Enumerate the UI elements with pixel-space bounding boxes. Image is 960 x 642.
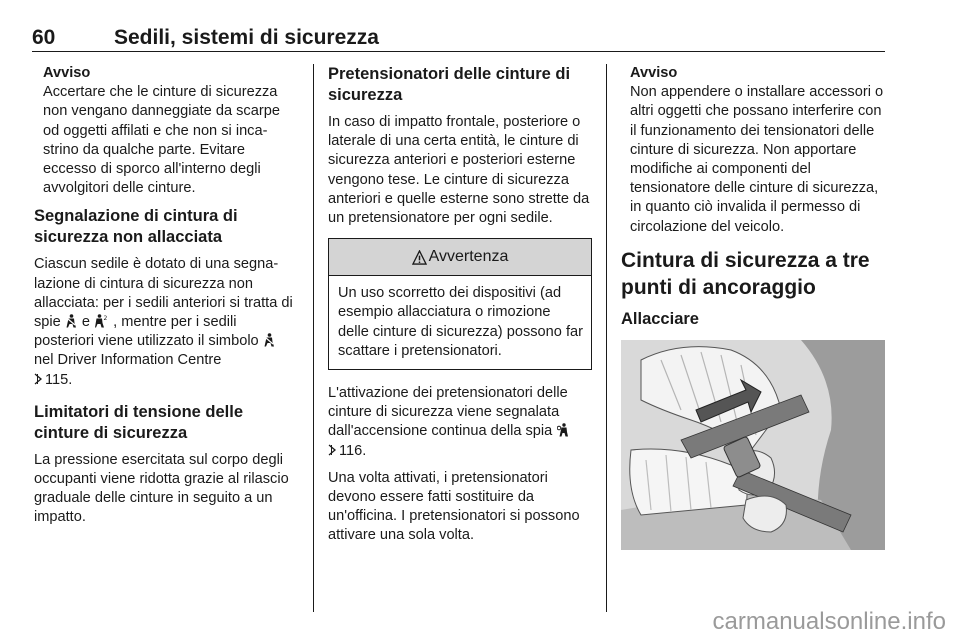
seatbelt-warning-icon bbox=[264, 333, 275, 347]
note-box bbox=[34, 64, 298, 198]
watermark: carmanualsonline.info bbox=[712, 608, 946, 635]
warning-text: Un uso scorretto dei dispositivi (ad esempio allacciatura o rimozione delle cinture di sicurezza) possono far scattare i pretensionatori. bbox=[338, 285, 583, 359]
warning-label: Avvertenza bbox=[428, 248, 509, 266]
column-divider bbox=[606, 64, 607, 612]
column-right bbox=[621, 64, 885, 550]
section-title-belt-force-limiters: Limitatori di tensione delle cinture di sicurezza bbox=[34, 402, 244, 442]
page-number: 60 bbox=[32, 26, 56, 49]
page-reference-icon bbox=[34, 373, 43, 385]
note-text: Accertare che le cinture di sicurezza non vengano danneggiate da scarpe od oggetti affilati e che non si incastrino da qualche parte. Evitare eccesso di sporco all'interno degli avvolgitori delle cinture. bbox=[43, 84, 280, 197]
chapter-title: Sedili, sistemi di sicurezza bbox=[114, 26, 379, 49]
warning-header bbox=[329, 239, 591, 276]
note-title: Avviso bbox=[43, 65, 91, 81]
section-title-three-point-belt: Cintura di sicurezza a tre punti di ancoraggio bbox=[621, 248, 870, 299]
note-text: Non appendere o installare accessori o altri oggetti che possano interferire con il funzionamento dei tensionatori delle cinture di sicurezza. Non apportare modifiche ai componenti del tensionatore delle cinture di sicurezza, in quanto ciò invalida il permesso di circolazione del veicolo. bbox=[630, 84, 884, 235]
pretensioner-replace-text: Una volta attivati, i pretensionatori devono essere fatti sostituire da un'officina. I pretensionatori si possono attivare una sola volta. bbox=[328, 469, 580, 544]
page-reference[interactable]: 115. bbox=[45, 371, 73, 388]
seatbelt-reminder-text: Ciascun sedile è dotato di una segnalazione di cintura di sicurezza non allacciata: per i sedili anteriori si tratta di spie e 2 , mentre per i sedili posteriori viene utilizzato il simbolo nel Driver Information Centre 115. bbox=[34, 256, 293, 388]
warning-triangle-icon bbox=[412, 250, 427, 265]
page-reference[interactable]: 116. bbox=[339, 442, 367, 459]
section-title-pretensioners: Pretensionatori delle cinture di sicurezza bbox=[328, 65, 571, 104]
warning-box bbox=[328, 238, 592, 370]
note-box bbox=[621, 64, 885, 237]
section-title-seatbelt-reminder: Segnalazione di cintura di sicurezza non allacciata bbox=[34, 207, 238, 247]
seatbelt-illustration-svg bbox=[621, 340, 885, 550]
column-middle bbox=[328, 64, 592, 554]
seatbelt-warning-icon bbox=[66, 314, 77, 328]
pretensioner-activation-text: L'attivazione dei pretensionatori delle cinture di sicurezza viene segnalata dall'accensione continua della spia 116. bbox=[328, 385, 568, 459]
airbag-warning-icon bbox=[557, 423, 569, 437]
subsection-title-fasten: Allacciare bbox=[621, 309, 699, 328]
seatbelt-2-warning-icon bbox=[95, 314, 108, 328]
column-divider bbox=[313, 64, 314, 612]
pretensioners-text: In caso di impatto frontale, posteriore o laterale di una certa entità, le cinture di sicurezza anteriori e posteriori esterne vengono tese. Le cinture di sicurezza anteriori e quelle esterne sono strette da un pretensionatore per ogni sedile. bbox=[328, 114, 590, 227]
svg-text:2: 2 bbox=[103, 315, 108, 323]
note-title: Avviso bbox=[630, 65, 678, 81]
column-left bbox=[34, 64, 298, 536]
belt-force-limiters-text: La pressione esercitata sul corpo degli occupanti viene ridotta grazie al rilascio graduale delle cinture in seguito a un impatto. bbox=[34, 451, 289, 526]
page-header bbox=[32, 26, 885, 52]
page-reference-icon bbox=[328, 444, 337, 456]
seatbelt-fastening-illustration bbox=[621, 340, 885, 550]
